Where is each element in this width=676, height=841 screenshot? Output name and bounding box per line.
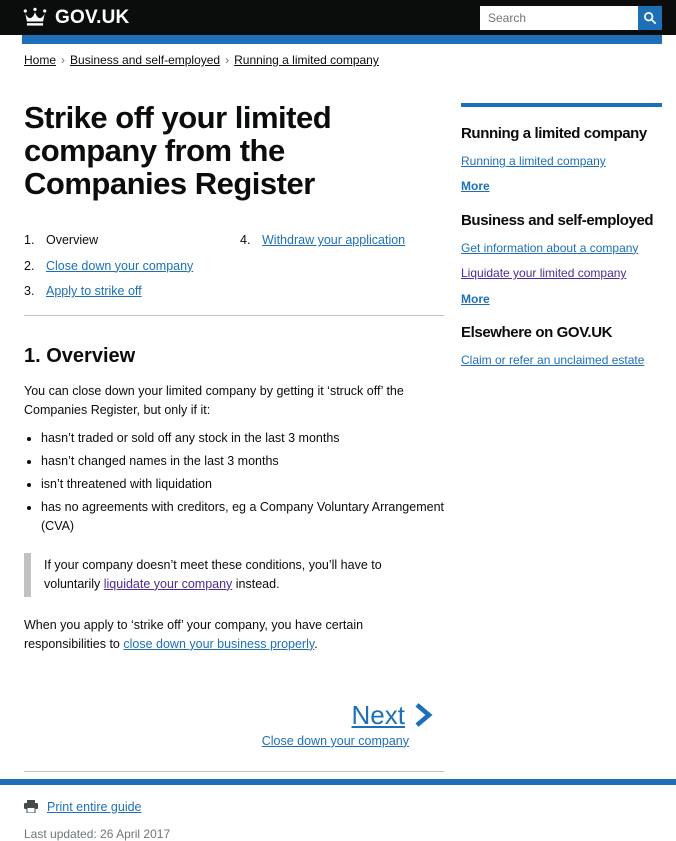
printer-icon: [24, 800, 38, 813]
section-divider: [24, 315, 444, 316]
breadcrumb: [24, 53, 662, 67]
list-item: • hasn’t traded or sold off any stock in the last 3 months: [41, 429, 444, 448]
sidebar-section-elsewhere: [461, 323, 662, 367]
guide-nav-number: 4.: [240, 233, 251, 247]
main-column: [24, 67, 444, 841]
responsibilities-text-after: .: [314, 636, 318, 651]
guide-nav-column-2: [240, 233, 444, 310]
breadcrumb-separator: ›: [61, 53, 66, 67]
search-input[interactable]: [480, 6, 638, 30]
inset-text-before: If your company doesn’t meet these conditions, you’ll have to voluntarily: [44, 557, 382, 591]
guide-nav-number: 2.: [24, 258, 35, 273]
next-page-title-link[interactable]: Close down your company: [261, 733, 409, 748]
search-button[interactable]: [638, 6, 662, 30]
govuk-logo[interactable]: [22, 7, 129, 29]
sidebar-link-running-company[interactable]: Running a limited company: [461, 154, 606, 168]
crown-icon: [22, 7, 48, 28]
guide-part-nav: [24, 233, 444, 310]
next-page-button[interactable]: [352, 700, 433, 731]
list-item: [461, 292, 662, 306]
chevron-right-icon: [412, 703, 433, 727]
sidebar-link-more-1[interactable]: More: [461, 179, 490, 194]
guide-pagination: [24, 700, 444, 750]
sidebar-link-get-information[interactable]: Get information about a company: [461, 240, 639, 255]
liquidate-company-link[interactable]: liquidate your company: [103, 576, 233, 591]
breadcrumb-home[interactable]: Home: [24, 53, 57, 67]
guide-nav-link-withdraw[interactable]: Withdraw your application: [262, 233, 406, 247]
header-blue-bar: [22, 35, 662, 44]
guide-nav-column-1: [24, 233, 240, 310]
close-down-properly-link[interactable]: close down your business properly: [123, 636, 315, 651]
footer-divider: [24, 771, 444, 772]
last-updated: Last updated: 26 April 2017: [24, 826, 171, 841]
list-item: • has no agreements with creditors, eg a Company Voluntary Arrangement (CVA): [41, 498, 444, 536]
logo-text: GOV.UK: [55, 6, 130, 28]
breadcrumb-running-company[interactable]: Running a limited company: [234, 53, 379, 67]
sidebar-link-liquidate[interactable]: Liquidate your limited company: [461, 266, 627, 281]
list-item: [461, 353, 662, 367]
inset-text: [24, 553, 444, 597]
list-item: • hasn’t changed names in the last 3 months: [41, 452, 444, 471]
page-title: Strike off your limited company from the Companies Register: [24, 100, 332, 201]
responsibilities-text-before: When you apply to ‘strike off’ your company, you have certain responsibilities to: [24, 617, 364, 651]
content-layout: [0, 67, 676, 841]
list-item: • isn’t threatened with liquidation: [41, 475, 444, 494]
list-item: [461, 154, 662, 168]
breadcrumb-business[interactable]: Business and self-employed: [70, 53, 221, 67]
footer-top-border: [0, 779, 676, 785]
list-item: [461, 266, 662, 280]
next-label: Next: [351, 699, 405, 730]
inset-paragraph: [44, 556, 424, 594]
guide-nav-number: 1.: [24, 233, 35, 247]
guide-nav-item-apply: [24, 284, 240, 300]
related-sidebar-inner: [461, 103, 662, 367]
guide-nav-current-label: Overview: [46, 233, 99, 247]
sidebar-link-more-2[interactable]: More: [461, 291, 490, 306]
search-icon: [643, 11, 657, 25]
conditions-list: [24, 429, 444, 536]
site-header: [0, 0, 676, 35]
responsibilities-paragraph: [24, 616, 444, 654]
guide-nav-item-close-down: [24, 259, 240, 275]
guide-nav-link-close-down[interactable]: Close down your company: [46, 258, 194, 273]
guide-nav-item-withdraw: [240, 233, 444, 249]
sidebar-link-unclaimed-estate[interactable]: Claim or refer an unclaimed estate: [461, 352, 645, 367]
breadcrumb-separator: ›: [225, 53, 230, 67]
guide-nav-item-overview: [24, 233, 240, 249]
overview-intro: You can close down your limited company by getting it ‘struck off’ the Companies Register, but only if it:: [24, 383, 404, 417]
overview-heading: 1. Overview: [24, 344, 136, 367]
print-entire-guide-link[interactable]: Print entire guide: [47, 799, 142, 814]
list-item: [461, 179, 662, 193]
sidebar-section-running-company: [461, 124, 662, 194]
sidebar-heading: Elsewhere on GOV.UK: [461, 323, 613, 341]
print-row: [24, 800, 444, 814]
sidebar-heading: Running a limited company: [461, 125, 647, 142]
list-item: [461, 241, 662, 255]
search-box: [480, 6, 662, 30]
related-sidebar: [461, 103, 662, 841]
inset-text-after: instead.: [232, 576, 280, 591]
guide-nav-link-apply[interactable]: Apply to strike off: [46, 284, 142, 299]
sidebar-heading: Business and self-employed: [461, 211, 654, 229]
sidebar-section-business: [461, 211, 662, 306]
guide-nav-number: 3.: [24, 284, 35, 299]
